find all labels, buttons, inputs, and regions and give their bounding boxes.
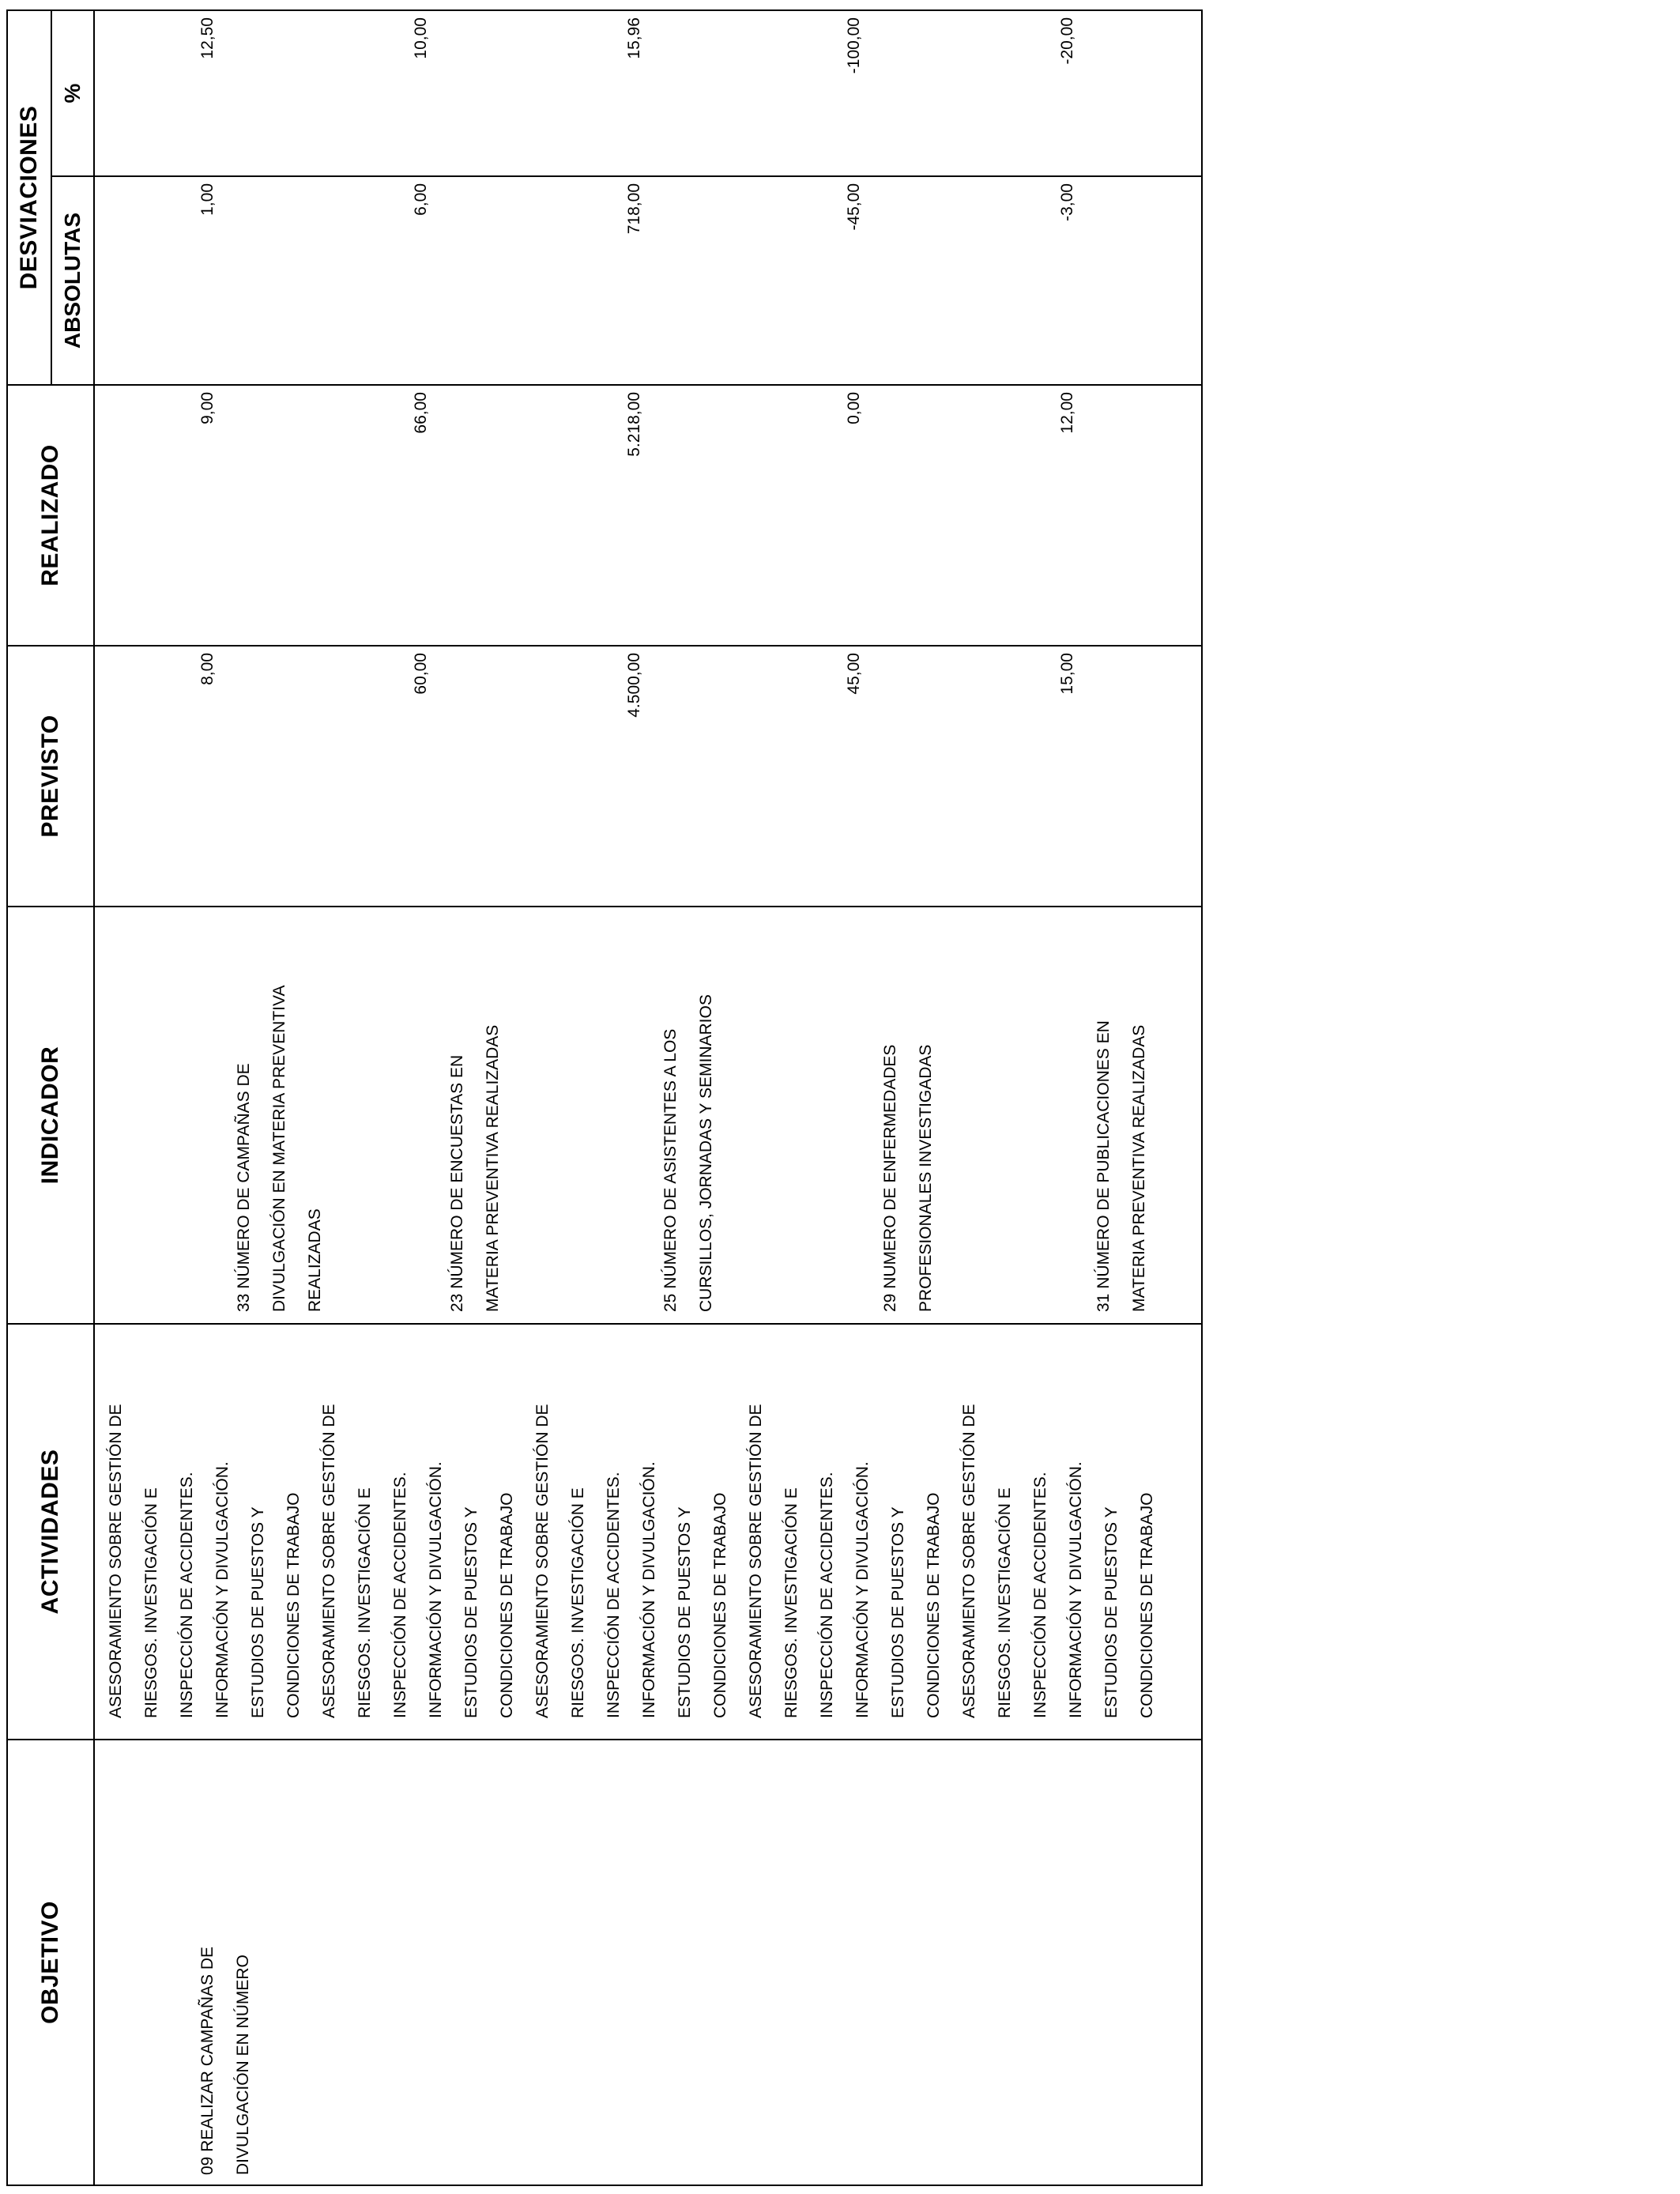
actividad-row-2 <box>311 1325 525 1718</box>
absolutas-value: 1,00 <box>198 183 217 216</box>
previsto-value: 4.500,00 <box>625 653 643 718</box>
header-porcentaje: % <box>51 10 94 176</box>
actividad-line: INFORMACIÓN Y DIVULGACIÓN. <box>1067 1461 1085 1718</box>
absolutas-cell <box>94 176 1202 385</box>
indicador-line: REALIZADAS <box>306 1208 324 1312</box>
actividad-line: ESTUDIOS DE PUESTOS Y <box>462 1506 480 1718</box>
actividad-line: CONDICIONES DE TRABAJO <box>925 1492 943 1718</box>
header-desviaciones: DESVIACIONES <box>7 10 51 385</box>
realizado-value: 9,00 <box>198 392 217 424</box>
absolutas-value: 718,00 <box>625 183 643 235</box>
indicador-line: CURSILLOS, JORNADAS Y SEMINARIOS <box>697 994 715 1312</box>
header-previsto: PREVISTO <box>7 646 94 907</box>
actividad-line: INSPECCIÓN DE ACCIDENTES. <box>605 1472 623 1718</box>
absolutas-value: -3,00 <box>1058 183 1076 221</box>
realizado-cell <box>94 385 1202 646</box>
actividad-line: CONDICIONES DE TRABAJO <box>711 1492 729 1718</box>
actividad-line: ESTUDIOS DE PUESTOS Y <box>249 1506 267 1718</box>
actividad-line: ESTUDIOS DE PUESTOS Y <box>889 1506 907 1718</box>
indicador-cell <box>94 907 1202 1324</box>
indicador-line: 31 NÚMERO DE PUBLICACIONES EN <box>1094 1020 1113 1312</box>
realizado-value: 0,00 <box>845 392 863 424</box>
porcentaje-value: 12,50 <box>198 17 217 59</box>
actividad-line: INSPECCIÓN DE ACCIDENTES. <box>178 1472 196 1718</box>
actividad-row-4 <box>738 1325 951 1718</box>
header-actividades: ACTIVIDADES <box>7 1324 94 1740</box>
realizado-value: 12,00 <box>1058 392 1076 434</box>
actividad-line: CONDICIONES DE TRABAJO <box>498 1492 516 1718</box>
actividad-line: INFORMACIÓN Y DIVULGACIÓN. <box>427 1461 445 1718</box>
actividad-row-1 <box>98 1325 311 1718</box>
objetivo-cell <box>94 1740 1202 2185</box>
indicador-row-4 <box>872 1045 944 1312</box>
actividad-line: RIESGOS. INVESTIGACIÓN E <box>996 1487 1014 1718</box>
actividad-line: INSPECCIÓN DE ACCIDENTES. <box>818 1472 836 1718</box>
indicador-row-2 <box>439 1025 510 1312</box>
objetivo-line-1: 09 REALIZAR CAMPAÑAS DE <box>198 1946 217 2175</box>
porcentaje-cell <box>94 10 1202 176</box>
previsto-value: 45,00 <box>845 653 863 695</box>
actividad-line: CONDICIONES DE TRABAJO <box>1138 1492 1156 1718</box>
indicador-line: DIVULGACIÓN EN MATERIA PREVENTIVA <box>270 985 288 1312</box>
previsto-value: 60,00 <box>412 653 430 695</box>
actividad-line: RIESGOS. INVESTIGACIÓN E <box>142 1487 160 1718</box>
header-objetivo: OBJETIVO <box>7 1740 94 2185</box>
previsto-value: 8,00 <box>198 653 217 685</box>
porcentaje-value: -100,00 <box>845 17 863 74</box>
objetivo-line-2: DIVULGACIÓN EN NÚMERO <box>234 1955 252 2175</box>
actividades-cell <box>94 1324 1202 1740</box>
indicador-row-3 <box>653 994 724 1312</box>
header-realizado: REALIZADO <box>7 385 94 646</box>
porcentaje-value: -20,00 <box>1058 17 1076 65</box>
porcentaje-value: 10,00 <box>412 17 430 59</box>
actividad-line: ASESORAMIENTO SOBRE GESTIÓN DE <box>107 1404 125 1718</box>
indicador-line: 25 NÚMERO DE ASISTENTES A LOS <box>661 1028 680 1312</box>
indicador-line: PROFESIONALES INVESTIGADAS <box>917 1044 935 1312</box>
actividad-line: RIESGOS. INVESTIGACIÓN E <box>569 1487 587 1718</box>
actividad-line: RIESGOS. INVESTIGACIÓN E <box>356 1487 374 1718</box>
absolutas-value: 6,00 <box>412 183 430 216</box>
previsto-cell <box>94 646 1202 907</box>
actividad-row-5 <box>951 1325 1165 1718</box>
actividad-line: CONDICIONES DE TRABAJO <box>284 1492 303 1718</box>
actividad-line: ESTUDIOS DE PUESTOS Y <box>1102 1506 1121 1718</box>
actividad-line: INSPECCIÓN DE ACCIDENTES. <box>391 1472 409 1718</box>
header-absolutas: ABSOLUTAS <box>51 176 94 385</box>
indicador-line: MATERIA PREVENTIVA REALIZADAS <box>1130 1024 1148 1312</box>
header-indicador: INDICADOR <box>7 907 94 1324</box>
indicador-line: 33 NÚMERO DE CAMPAÑAS DE <box>235 1063 253 1312</box>
indicador-row-5 <box>1086 1020 1157 1312</box>
actividad-line: INFORMACIÓN Y DIVULGACIÓN. <box>640 1461 658 1718</box>
report-table <box>6 9 1203 2186</box>
actividad-line: ASESORAMIENTO SOBRE GESTIÓN DE <box>533 1404 552 1718</box>
actividad-line: ASESORAMIENTO SOBRE GESTIÓN DE <box>747 1404 765 1718</box>
actividad-line: INFORMACIÓN Y DIVULGACIÓN. <box>213 1461 232 1718</box>
porcentaje-value: 15,96 <box>625 17 643 59</box>
realizado-value: 5.218,00 <box>625 392 643 457</box>
actividad-line: INSPECCIÓN DE ACCIDENTES. <box>1031 1472 1049 1718</box>
previsto-value: 15,00 <box>1058 653 1076 695</box>
actividad-line: ASESORAMIENTO SOBRE GESTIÓN DE <box>320 1404 338 1718</box>
indicador-line: 29 NUMERO DE ENFERMEDADES <box>881 1044 899 1312</box>
actividad-line: ESTUDIOS DE PUESTOS Y <box>676 1506 694 1718</box>
actividad-line: RIESGOS. INVESTIGACIÓN E <box>782 1487 800 1718</box>
actividad-line: INFORMACIÓN Y DIVULGACIÓN. <box>853 1461 872 1718</box>
absolutas-value: -45,00 <box>845 183 863 231</box>
actividad-line: ASESORAMIENTO SOBRE GESTIÓN DE <box>960 1404 978 1718</box>
realizado-value: 66,00 <box>412 392 430 434</box>
indicador-row-1 <box>226 986 333 1312</box>
indicador-line: MATERIA PREVENTIVA REALIZADAS <box>484 1024 502 1312</box>
actividad-row-3 <box>525 1325 738 1718</box>
indicador-line: 23 NÚMERO DE ENCUESTAS EN <box>448 1054 466 1312</box>
